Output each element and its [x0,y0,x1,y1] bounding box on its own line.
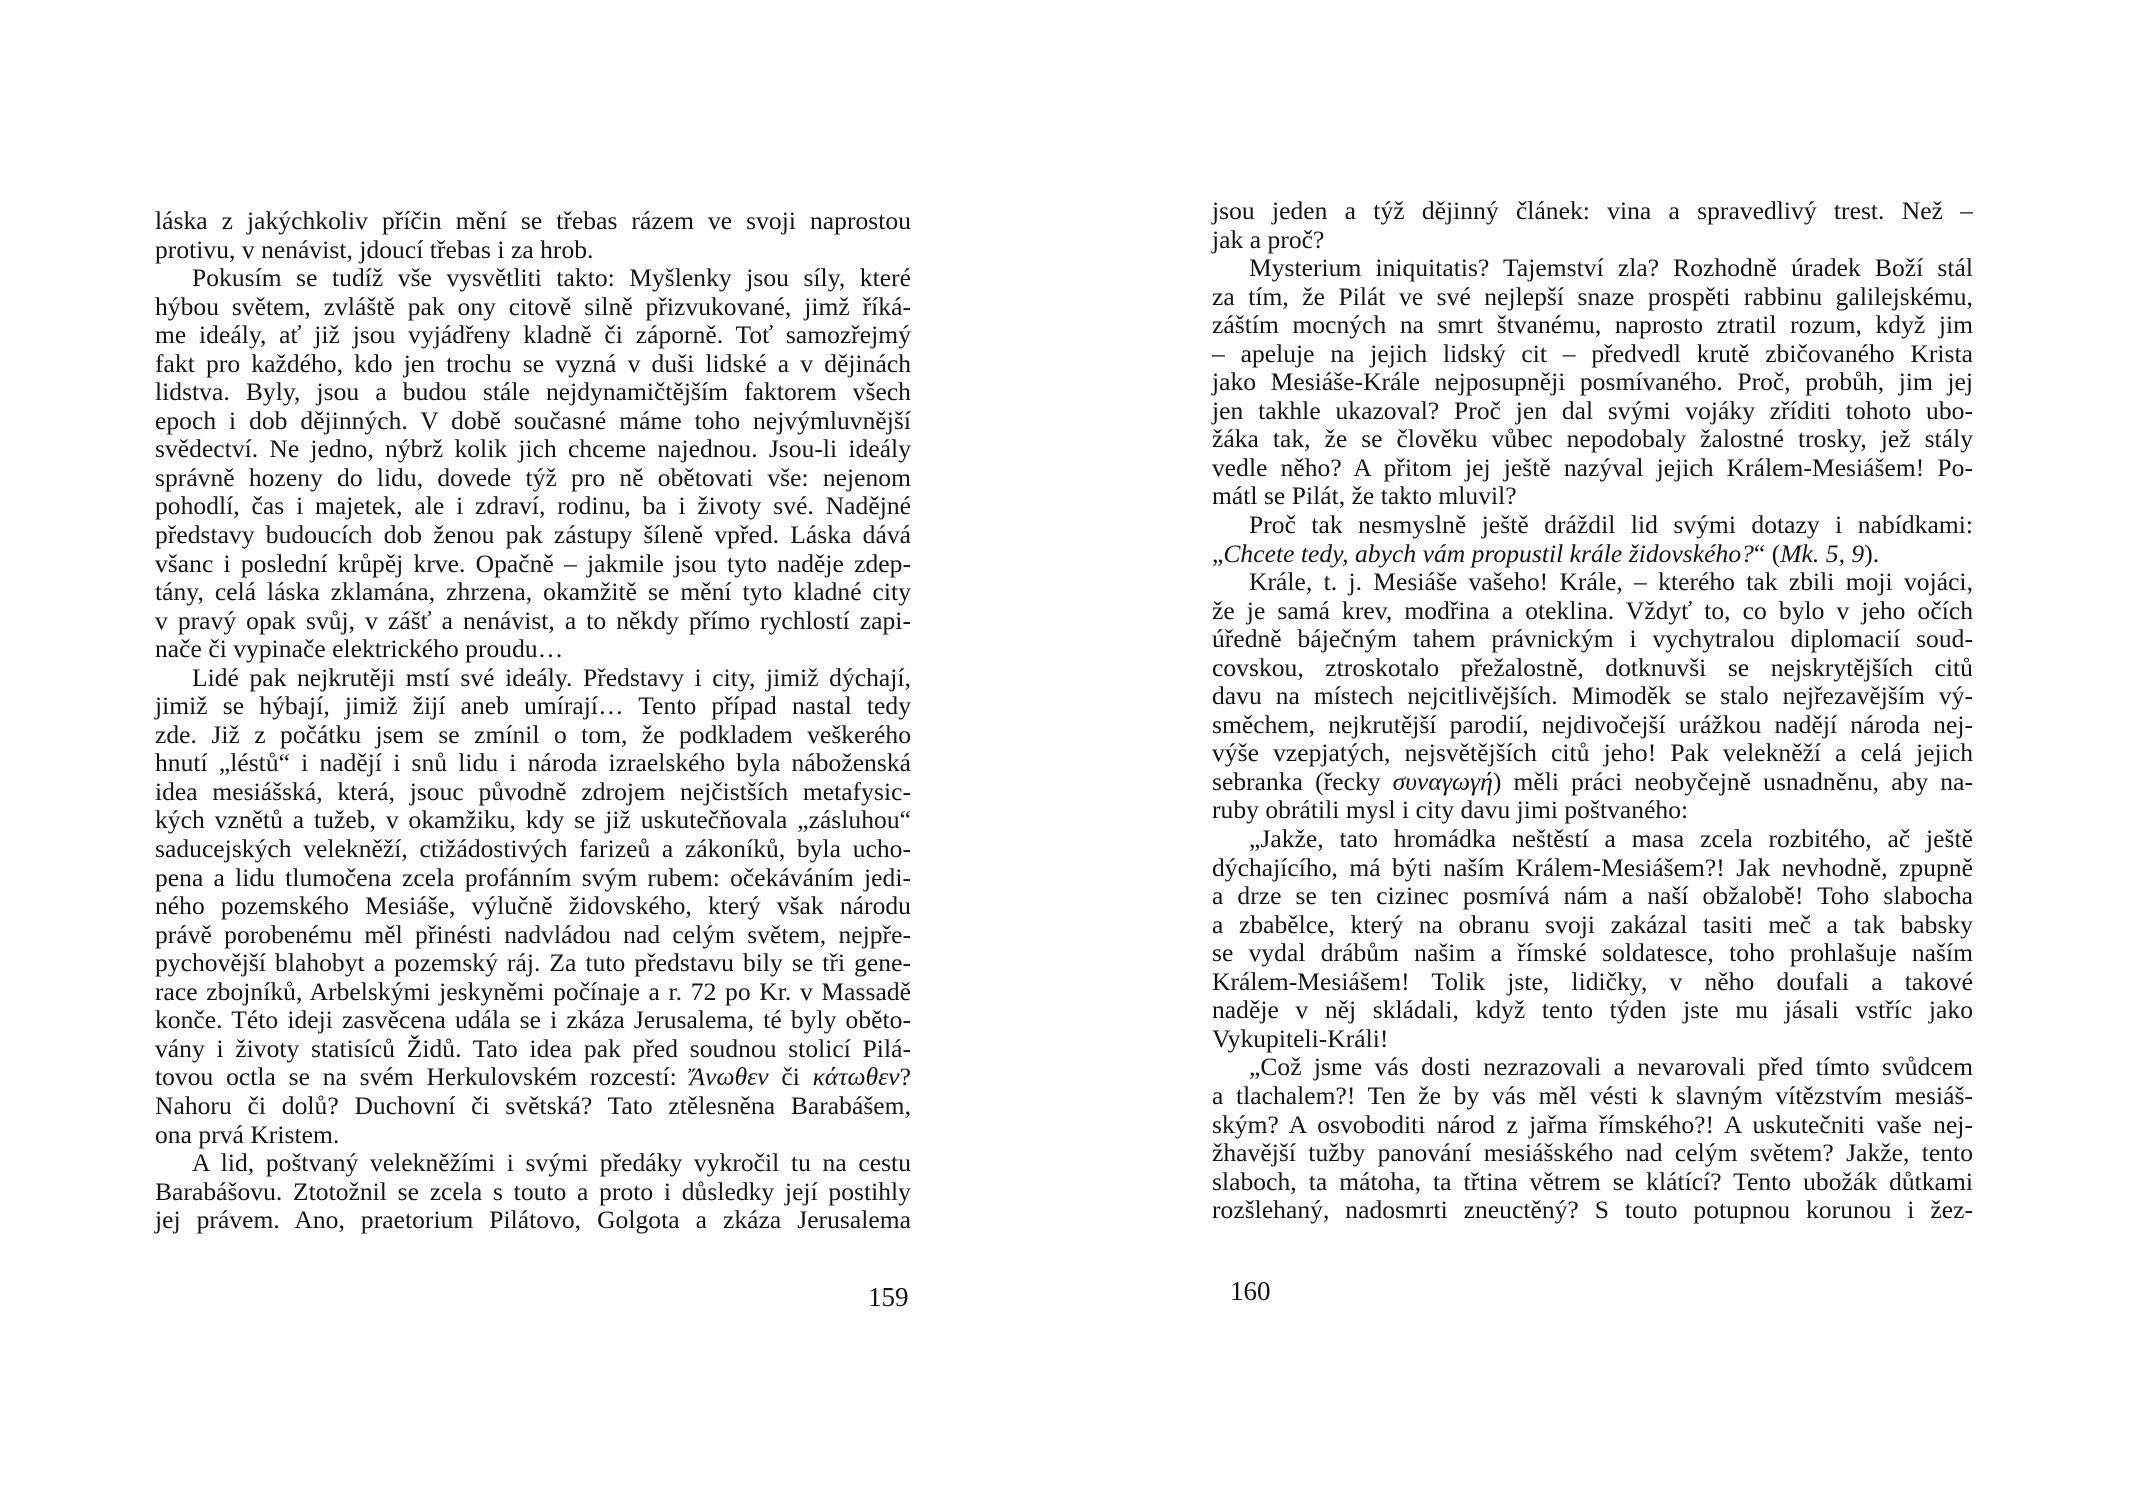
bible-reference: Mk. 5, 9 [1780,538,1865,568]
text-line: jej právem. Ano, praetorium Pilátovo, Golgota a zkáza Jerusalema [155,1205,911,1235]
text-line: právě porobenému měl přinésti nadvládou nad celým světem, nejpře- [155,919,911,949]
text-line: hnutí „léstů“ i nadějí i snů lidu i národa izraelského byla náboženská [155,748,911,778]
text-line: a drze se ten cizinec posmívá nám a naší obžalobě! Toho slabocha [1212,881,1973,911]
text-line: saducejských velekněží, ctižádostivých farizeů a zákoníků, byla ucho- [155,834,911,864]
text-fragment: ? [899,1062,911,1092]
right-page-text [1212,197,1973,1225]
text-line: fakt pro každého, kdo jen trochu se vyzná v duši lidské a v dějinách [155,348,911,378]
text-line: pohodlí, čas i majetek, ale i zdraví, rodinu, ba i životy své. Nadějné [155,491,911,521]
text-line: jak a proč? [1212,224,1325,254]
text-line: svědectví. Ne jedno, nýbrž kolik jich chceme najednou. Jsou-li ideály [155,434,911,464]
text-line: žáka tak, že se člověku vůbec nepodobaly žalostné trosky, jež stály [1212,424,1973,454]
text-line: ruby obrátili mysl i city davu jimi poštvaného: [1212,795,1689,825]
text-line: me ideály, ať již jsou vyjádřeny kladně či záporně. Toť samozřejmý [155,320,911,350]
text-line: ného pozemského Mesiáše, výlučně židovského, který však národu [155,891,911,921]
text-line: covskou, ztroskotalo přežalostně, dotknuvši se nejskrytějších citů [1212,652,1973,682]
greek-word: κάτωθεν [812,1062,900,1092]
text-line: naděje v něj skládali, když tento týden jste mu jásali vstříc jako [1212,995,1973,1025]
text-line: všanc i poslední krůpěj krve. Opačně – jakmile jsou tyto naděje zdep- [155,548,911,578]
text-line: Barabášovu. Ztotožnil se zcela s touto a proto i důsledky její postihly [155,1176,911,1206]
text-line: v pravý opak svůj, v zášť a nenávist, a to někdy přímo rychlostí zapi- [155,605,911,635]
text-line: vány i životy statisíců Židů. Tato idea pak před soudnou stolicí Pilá- [155,1033,911,1063]
text-line: správně hozeny do lidu, dovede týž pro ně obětovati vše: nejenom [155,462,911,492]
text-line: Králem-Mesiášem! Tolik jste, lidičky, v něho doufali a takové [1212,966,1973,996]
quoted-text: Chcete tedy, abych vám propustil krále židovského? [1223,538,1754,568]
text-line: kých vznětů a tužeb, v okamžiku, kdy se již uskutečňovala „zásluhou“ [155,805,911,835]
text-line: jako Mesiáše-Krále nejposupněji posmívaného. Proč, probůh, jim jej [1212,367,1973,397]
text-line: ona prvá Kristem. [155,1119,340,1149]
text-line: Vykupiteli-Králi! [1212,1023,1389,1053]
text-line [1212,768,1973,797]
text-fragment: sebranka (řecky [1212,766,1393,796]
text-line: zde. Již z počátku jsem se zmínil o tom, že podkladem veškerého [155,719,911,749]
text-line: pychovější blahobyt a pozemský ráj. Za tuto představu bily se tři gene- [155,948,911,978]
text-fragment: či [768,1062,813,1092]
page-number-right: 160 [1230,1276,1271,1306]
text-line: lidstva. Byly, jsou a budou stále nejdynamičtějším faktorem všech [155,377,911,407]
text-line: dýchajícího, má býti naším Králem-Mesiášem?! Jak nevhodně, zpupně [1212,852,1973,882]
text-line: slaboch, ta mátoha, ta třtina větrem se klátící? Tento ubožák důtkami [1212,1166,1973,1196]
page-number-left: 159 [868,1282,909,1312]
text-line: „Jakže, tato hromádka neštěstí a masa zcela rozbitého, ač ještě [1249,824,1973,854]
text-line: Krále, t. j. Mesiáše vašeho! Krále, – kterého tak zbili moji vojáci, [1249,567,1973,597]
text-line: Nahoru či dolů? Duchovní či světská? Tato ztělesněna Barabášem, [155,1090,911,1120]
text-line: „Což jsme vás dosti nezrazovali a nevarovali před tímto svůdcem [1249,1052,1973,1082]
text-line: konče. Této ideji zasvěcena udála se i zkáza Jerusalema, té byly obětо- [155,1005,911,1035]
text-line: že je samá krev, modřina a oteklina. Vždyť to, co bylo v jeho očích [1212,595,1973,625]
text-line: tány, celá láska zklamána, zhrzena, okamžitě se mění tyto kladné city [155,577,911,607]
text-line: epoch i dob dějinných. V době současné máme toho nejvýmluvnější [155,405,911,435]
text-line: mátl se Pilát, že takto mluvil? [1212,481,1517,511]
text-line: rozšlehaný, nadosmrti zneuctěný? S touto potupnou korunou i žez- [1212,1195,1973,1225]
greek-word: Ἄνωθεν [689,1062,769,1092]
quote-mark: „ [1212,538,1224,568]
text-line: směchem, nejkrutější parodií, nejdivočejší urážkou nadějí národa nej- [1212,709,1973,739]
text-line [1212,540,1973,569]
text-line: nače či vypinače elektrického proudu… [155,634,564,664]
text-line: idea mesiášská, která, jsouc původně zdrojem nejčistších metafysic- [155,776,911,806]
text-line: se vydal drábům našim a římské soldatesce, toho prohlašuje naším [1212,938,1973,968]
punctuation: ). [1864,538,1880,568]
text-line: žhavější tužby panování mesiášského nad celým světem? Jakže, tento [1212,1138,1973,1168]
text-line: za tím, že Pilát ve své nejlepší snaze prospěti rabbinu galilejskému, [1212,281,1973,311]
right-page [1065,0,2130,1500]
text-line: protivu, v nenávist, jdoucí třebas i za hrob. [155,234,594,264]
text-line: Pokusím se tudíž vše vysvětliti takto: Myšlenky jsou síly, které [192,263,911,293]
text-line: race zbojníků, Arbelskými jeskyněmi počínaje a r. 72 po Kr. v Massadě [155,976,911,1006]
quote-mark: “ ( [1753,538,1781,568]
text-line: pena a lidu tlumočena zcela profánním svým rubem: očekáváním jedi- [155,862,911,892]
text-line: Proč tak nesmyslně ještě dráždil lid svými dotazy i nabídkami: [1249,510,1973,540]
text-line: vedle něho? A přitom jej ještě nazýval jejich Králem-Mesiášem! Po- [1212,452,1973,482]
text-fragment: ) měli práci neobyčejně usnadněnu, aby na- [1492,766,1973,796]
text-line: Lidé pak nejkrutěji mstí své ideály. Představy i city, jimiž dýchají, [192,662,911,692]
text-line: jsou jeden a týž dějinný článek: vina a spravedlivý trest. Než – [1212,196,1973,225]
text-line: láska z jakýchkoliv příčin mění se třebas rázem ve svoji naprostou [155,206,911,235]
text-line: A lid, poštvaný velekněžími i svými předáky vykročil tu na cestu [192,1148,911,1178]
text-fragment: tovou octla se na svém Herkulovském rozcestí: [155,1062,690,1092]
text-line: výše vzepjatých, nejsvětějších citů jeho! Pak velekněží a celá jejich [1212,738,1973,768]
text-line: davu na místech nejcitlivějších. Mimoděk se stalo nejřezavějším vý- [1212,681,1973,711]
text-line: a tlachalem?! Ten že by vás měl vésti k slavným vítězstvím mesiáš- [1212,1080,1973,1110]
text-line: úředně báječným tahem právnickým i vychytralou diplomacií soud- [1212,624,1973,654]
text-line: – apeluje na jejich lidský cit – předvedl krutě zbičovaného Krista [1212,338,1973,368]
text-line [155,1063,911,1092]
text-line: a zbabělce, který na obranu svoji zakázal tasiti meč a tak babsky [1212,909,1973,939]
text-line: ským? A osvoboditi národ z jařma římského?! A uskutečniti vaše nej- [1212,1109,1973,1139]
text-line: jimiž se hýbají, jimiž žijí aneb umírají… Tento případ nastal tedy [155,691,911,721]
text-line: záštím mocných na smrt štvanému, naprosto ztratil rozum, když jim [1212,310,1973,340]
text-line: představy budoucích dob ženou pak zástupy šíleně vpřed. Láska dává [155,520,911,550]
greek-word: συναγωγή [1392,766,1493,796]
text-line: jen takhle ukazoval? Proč jen dal svými vojáky zříditi tohoto ubo- [1212,395,1973,425]
text-line: Mysterium iniquitatis? Tajemství zla? Rozhodně úradek Boží stál [1249,253,1973,283]
left-page-text [155,207,911,1235]
text-line: hýbou světem, zvláště pak ony citově silně přizvukované, jimž říká- [155,291,911,321]
